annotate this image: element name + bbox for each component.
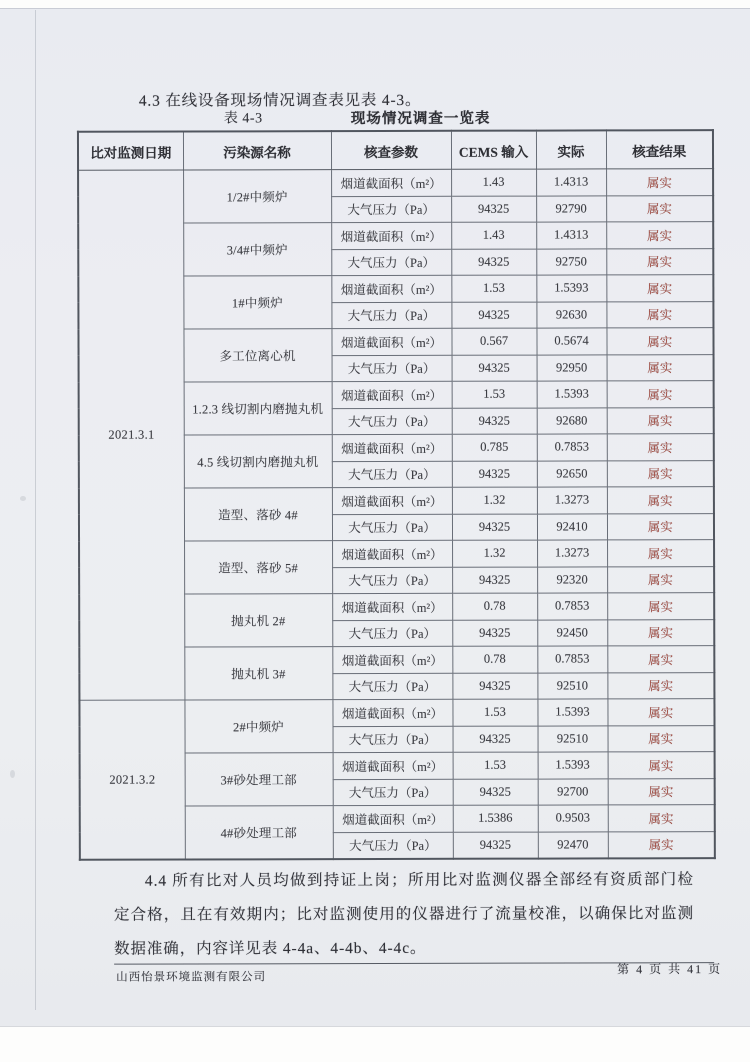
footer-page-number: 第 4 页 共 41 页 xyxy=(617,962,723,977)
cell-actual: 1.4313 xyxy=(536,222,606,249)
cell-source: 3/4#中频炉 xyxy=(183,223,331,276)
cell-source: 多工位离心机 xyxy=(183,329,331,382)
cell-result: 属实 xyxy=(606,248,713,275)
cell-actual: 92510 xyxy=(538,725,608,752)
footer-company-name: 山西怡景环境监测有限公司 xyxy=(116,971,267,984)
cell-date: 2021.3.2 xyxy=(79,700,184,860)
cell-result: 属实 xyxy=(607,513,714,540)
cell-actual: 92450 xyxy=(537,619,607,646)
cell-actual: 92320 xyxy=(537,566,607,593)
cell-cems: 94325 xyxy=(451,196,536,223)
cell-actual: 1.5393 xyxy=(537,381,607,408)
cell-actual: 1.5393 xyxy=(537,699,607,726)
cell-param: 烟道截面积（m²） xyxy=(332,699,452,726)
cell-param: 大气压力（Pa） xyxy=(332,514,452,541)
cell-actual: 0.7853 xyxy=(537,646,607,673)
cell-param: 烟道截面积（m²） xyxy=(332,487,452,514)
cell-source: 造型、落砂 4# xyxy=(184,488,332,541)
cell-source: 1#中频炉 xyxy=(183,276,331,329)
cell-result: 属实 xyxy=(607,672,714,699)
cell-cems: 94325 xyxy=(452,567,537,594)
cell-actual: 0.7853 xyxy=(537,434,607,461)
cell-cems: 1.53 xyxy=(452,381,537,408)
cell-param: 烟道截面积（m²） xyxy=(331,222,451,249)
cell-actual: 92790 xyxy=(536,195,606,222)
cell-cems: 94325 xyxy=(452,461,537,488)
cell-cems: 94325 xyxy=(453,832,538,859)
cell-cems: 0.78 xyxy=(452,646,537,673)
table-number-label: 表 4-3 xyxy=(223,111,263,127)
cell-param: 大气压力（Pa） xyxy=(332,461,452,488)
cell-param: 烟道截面积（m²） xyxy=(332,381,452,408)
cell-param: 大气压力（Pa） xyxy=(332,408,452,435)
cell-result: 属实 xyxy=(607,699,714,726)
table-row xyxy=(79,699,714,727)
cell-result: 属实 xyxy=(606,328,713,355)
cell-source: 4#砂处理工部 xyxy=(185,806,333,860)
header-result: 核查结果 xyxy=(606,130,713,169)
cell-cems: 1.53 xyxy=(451,275,536,302)
cell-date: 2021.3.1 xyxy=(78,170,184,700)
cell-source: 造型、落砂 5# xyxy=(184,541,332,594)
header-row xyxy=(78,130,713,170)
cell-cems: 1.53 xyxy=(452,699,537,726)
cell-actual: 1.5393 xyxy=(536,275,606,302)
cell-result: 属实 xyxy=(607,460,714,487)
header-date: 比对监测日期 xyxy=(78,132,183,171)
table-row xyxy=(78,169,713,197)
cell-param: 烟道截面积（m²） xyxy=(332,434,452,461)
cell-actual: 0.5674 xyxy=(536,328,606,355)
cell-source: 4.5 线切割内磨抛丸机 xyxy=(184,435,332,488)
cell-result: 属实 xyxy=(608,831,715,858)
cell-cems: 1.5386 xyxy=(453,805,538,832)
cell-param: 大气压力（Pa） xyxy=(332,355,452,382)
cell-cems: 0.78 xyxy=(452,593,537,620)
cell-cems: 1.43 xyxy=(451,169,536,196)
cell-result: 属实 xyxy=(606,222,713,249)
cell-cems: 94325 xyxy=(452,355,537,382)
cell-source: 抛丸机 2# xyxy=(184,594,332,647)
cell-cems: 94325 xyxy=(452,514,537,541)
cell-param: 大气压力（Pa） xyxy=(333,779,453,806)
cell-cems: 94325 xyxy=(451,249,536,276)
cell-result: 属实 xyxy=(607,619,714,646)
cell-param: 烟道截面积（m²） xyxy=(331,275,451,302)
cell-cems: 0.567 xyxy=(451,328,536,355)
cell-actual: 92700 xyxy=(538,778,608,805)
cell-actual: 92750 xyxy=(536,248,606,275)
cell-result: 属实 xyxy=(608,725,715,752)
cell-param: 大气压力（Pa） xyxy=(331,302,451,329)
cell-source: 3#砂处理工部 xyxy=(185,753,333,806)
cell-cems: 94325 xyxy=(452,673,537,700)
cell-result: 属实 xyxy=(607,487,714,514)
table-title: 现场情况调查一览表 xyxy=(350,110,491,128)
cell-cems: 94325 xyxy=(453,779,538,806)
cell-cems: 1.32 xyxy=(452,487,537,514)
cell-result: 属实 xyxy=(608,778,715,805)
cell-param: 大气压力（Pa） xyxy=(333,726,453,753)
cell-result: 属实 xyxy=(606,195,713,222)
cell-result: 属实 xyxy=(606,301,713,328)
cell-result: 属实 xyxy=(607,434,714,461)
cell-result: 属实 xyxy=(607,381,714,408)
survey-table-head xyxy=(78,130,713,170)
cell-result: 属实 xyxy=(607,354,714,381)
header-param: 核查参数 xyxy=(331,131,451,170)
cell-cems: 94325 xyxy=(452,408,537,435)
cell-param: 大气压力（Pa） xyxy=(332,620,452,647)
paragraph-4-4: 4.4 所有比对人员均做到持证上岗；所用比对监测仪器全部经有资质部门检定合格，且在有效期内；比对监测使用的仪器进行了流量校准，以确保比对监测数据准确，内容详见表 4-4a、4-4b、4-4c。 xyxy=(113,871,695,958)
cell-param: 烟道截面积（m²） xyxy=(333,805,453,832)
cell-param: 大气压力（Pa） xyxy=(333,832,453,859)
cell-result: 属实 xyxy=(606,275,713,302)
cell-actual: 92410 xyxy=(537,513,607,540)
cell-actual: 1.4313 xyxy=(536,169,606,196)
cell-result: 属实 xyxy=(607,407,714,434)
cell-source: 抛丸机 3# xyxy=(184,647,332,700)
cell-cems: 1.53 xyxy=(453,752,538,779)
cell-param: 烟道截面积（m²） xyxy=(332,646,452,673)
cell-param: 烟道截面积（m²） xyxy=(332,593,452,620)
cell-cems: 0.785 xyxy=(452,434,537,461)
cell-cems: 94325 xyxy=(451,302,536,329)
cell-param: 烟道截面积（m²） xyxy=(332,540,452,567)
cell-param: 大气压力（Pa） xyxy=(332,567,452,594)
cell-param: 大气压力（Pa） xyxy=(332,673,452,700)
cell-result: 属实 xyxy=(606,169,713,196)
cell-actual: 1.3273 xyxy=(537,487,607,514)
section-heading-4-3: 4.3 在线设备现场情况调查表见表 4-3。 xyxy=(138,91,422,110)
cell-actual: 92680 xyxy=(537,407,607,434)
cell-actual: 92650 xyxy=(537,460,607,487)
cell-result: 属实 xyxy=(607,646,714,673)
cell-actual: 0.7853 xyxy=(537,593,607,620)
cell-actual: 92950 xyxy=(537,354,607,381)
cell-param: 大气压力（Pa） xyxy=(331,249,451,276)
header-actual: 实际 xyxy=(536,130,606,169)
survey-table xyxy=(77,129,716,861)
cell-source: 1/2#中频炉 xyxy=(183,170,331,223)
cell-actual: 0.9503 xyxy=(538,805,608,832)
cell-actual: 1.3273 xyxy=(537,540,607,567)
cell-cems: 1.43 xyxy=(451,222,536,249)
cell-cems: 94325 xyxy=(452,620,537,647)
table-body xyxy=(78,169,715,860)
header-cems: CEMS 输入 xyxy=(451,131,536,170)
cell-param: 烟道截面积（m²） xyxy=(333,752,453,779)
cell-param: 烟道截面积（m²） xyxy=(331,328,451,355)
cell-result: 属实 xyxy=(608,752,715,779)
cell-actual: 92510 xyxy=(537,672,607,699)
cell-actual: 92470 xyxy=(538,831,608,858)
cell-source: 1.2.3 线切割内磨抛丸机 xyxy=(184,382,332,435)
cell-result: 属实 xyxy=(607,593,714,620)
cell-cems: 94325 xyxy=(453,726,538,753)
cell-cems: 1.32 xyxy=(452,540,537,567)
cell-result: 属实 xyxy=(607,566,714,593)
header-source: 污染源名称 xyxy=(183,131,331,170)
cell-param: 大气压力（Pa） xyxy=(331,196,451,223)
cell-param: 烟道截面积（m²） xyxy=(331,169,451,196)
table-caption-row xyxy=(77,106,712,128)
cell-result: 属实 xyxy=(607,540,714,567)
cell-actual: 1.5393 xyxy=(538,752,608,779)
cell-actual: 92630 xyxy=(536,301,606,328)
cell-result: 属实 xyxy=(608,805,715,832)
cell-source: 2#中频炉 xyxy=(184,700,332,753)
